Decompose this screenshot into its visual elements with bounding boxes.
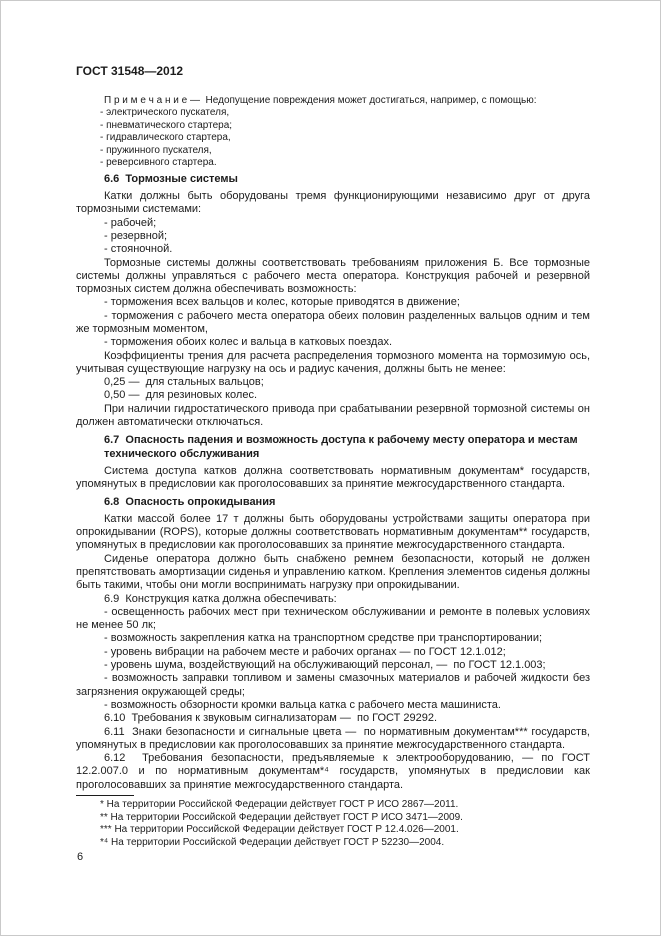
section-6-8-title: 6.8 Опасность опрокидывания <box>104 496 276 509</box>
list-item: - торможения с рабочего места оператора обеих половин разделенных вальцов одним и тем же тормозным моментом, <box>76 309 590 335</box>
section-6-6-title: 6.6 Тормозные системы <box>104 173 238 186</box>
footnote: * На территории Российской Федерации действует ГОСТ Р ИСО 2867—2011. <box>100 798 459 810</box>
section-6-9-intro: 6.9 Конструкция катка должна обеспечивать: <box>104 592 337 605</box>
paragraph: Катки должны быть оборудованы тремя функционирующими независимо друг от друга тормозными системами: <box>76 190 590 216</box>
list-item: - возможность обзорности кромки вальца катка с рабочего места машиниста. <box>104 698 501 711</box>
note-item: - пружинного пускателя, <box>100 144 212 156</box>
list-item: - уровень вибрации на рабочем месте и рабочих органах — по ГОСТ 12.1.012; <box>104 645 506 658</box>
footnote: ** На территории Российской Федерации действует ГОСТ Р ИСО 3471—2009. <box>100 811 463 823</box>
note-item: - гидравлического стартера, <box>100 132 231 144</box>
paragraph: Система доступа катков должна соответствовать нормативным документам* государств, упомянутых в предисловии как проголосовавших за принятие межгосударственного стандарта. <box>76 464 590 490</box>
note-item: - пневматического стартера; <box>100 119 233 131</box>
list-item: - торможения всех вальцов и колес, которые приводятся в движение; <box>104 296 460 309</box>
paragraph: Коэффициенты трения для расчета распределения тормозного момента на тормозимую ось, учитывая существующие нагрузку на ось и радиус качения, должны быть не менее: <box>76 349 590 375</box>
note-item: - электрического пускателя, <box>100 107 230 119</box>
doc-code: ГОСТ 31548—2012 <box>76 64 184 78</box>
list-item: - возможность заправки топливом и замены смазочных материалов и рабочей жидкости без загрязнения окружающей среды; <box>76 672 590 698</box>
list-item: - рабочей; <box>104 216 157 229</box>
page-number: 6 <box>77 851 84 863</box>
footnote: *** На территории Российской Федерации действует ГОСТ Р 12.4.026—2001. <box>100 824 459 836</box>
paragraph: При наличии гидростатического привода при срабатывании резервной тормозной системы он должен автоматически отключаться. <box>76 402 590 429</box>
note-intro: П р и м е ч а н и е — Недопущение повреждения может достигаться, например, с помощью: <box>104 95 537 106</box>
list-item: - уровень шума, воздействующий на обслуживающий персонал, — по ГОСТ 12.1.003; <box>104 659 546 672</box>
paragraph: Сиденье оператора должно быть снабжено ремнем безопасности, который не должен препятствовать амортизации сиденья и управлению катком. Крепления элементов сиденья должны быть такими, чтобы они могли воспринимать нагрузку при опрокидывании. <box>76 552 590 592</box>
paragraph: Катки массой более 17 т должны быть оборудованы устройствами защиты оператора при опрокидывании (ROPS), которые должны соответствовать нормативным документам** государств, упомянутых в предисловии как проголосовавших за принятие межгосударственного стандарта. <box>76 512 590 552</box>
coefficient-line: 0,50 — для резиновых колес. <box>104 389 258 402</box>
coefficient-line: 0,25 — для стальных вальцов; <box>104 376 264 389</box>
section-6-10: 6.10 Требования к звуковым сигнализаторам — по ГОСТ 29292. <box>104 712 438 725</box>
list-item: - торможения обоих колес и вальца в катковых поездах. <box>104 336 393 349</box>
section-6-7-title: 6.7 Опасность падения и возможность доступа к рабочему месту оператора и местам технического обслуживания <box>104 434 578 460</box>
list-item: - стояночной. <box>104 243 173 256</box>
note-block <box>76 95 590 169</box>
list-item: - освещенность рабочих мест при техническом обслуживании и ремонте в полевых условиях не менее 50 лк; <box>76 605 590 632</box>
paragraph: Тормозные системы должны соответствовать требованиям приложения Б. Все тормозные системы должны управляться с рабочего места оператора. Конструкция рабочей и резервной тормозных систем должна обеспечивать возможность: <box>76 256 590 296</box>
section-6-12: 6.12 Требования безопасности, предъявляемые к электрооборудованию, — по ГОСТ 12.2.007.0 и по нормативным документам*⁴ государств, упомянутых в предисловии как проголосовавших за принятие межгосударственного стандарта. <box>76 752 590 791</box>
note-item: - реверсивного стартера. <box>100 157 217 169</box>
footnote: *⁴ На территории Российской Федерации действует ГОСТ Р 52230—2004. <box>100 837 445 849</box>
list-item: - резервной; <box>104 229 168 242</box>
list-item: - возможность закрепления катка на транспортном средстве при транспортировании; <box>104 632 543 645</box>
section-6-11: 6.11 Знаки безопасности и сигнальные цвета — по нормативным документам*** государств, упомянутых в предисловии как проголосовавших за принятие межгосударственного стандарта. <box>76 725 590 751</box>
footnote-separator <box>76 795 134 796</box>
